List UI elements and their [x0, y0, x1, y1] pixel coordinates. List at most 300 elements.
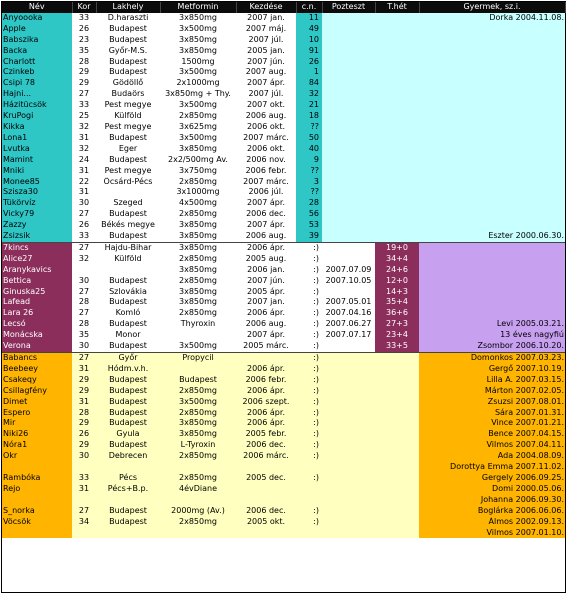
cell-week: 33+5 [375, 341, 419, 352]
table-row[interactable] [2, 155, 565, 166]
header-pos-test[interactable]: Pozteszt [322, 2, 375, 13]
cell-metformin: 3x850mg [160, 13, 236, 24]
table-row[interactable] [2, 166, 565, 177]
cell-start: 2006 ápr. [236, 386, 296, 397]
table-row[interactable] [2, 297, 565, 308]
cell-pos-test [322, 89, 375, 100]
cell-age: 27 [72, 209, 96, 220]
cell-age: 27 [72, 287, 96, 298]
cell-residence: Budapest [96, 341, 160, 352]
cell-pos-test [322, 144, 375, 155]
cell-metformin: 3x1000mg [160, 187, 236, 198]
cell-age: 27 [72, 506, 96, 517]
table-row[interactable] [2, 209, 565, 220]
cell-name: Bettica [2, 276, 72, 287]
cell-age: 30 [72, 276, 96, 287]
cell-week: 35+4 [375, 297, 419, 308]
cell-start: 2006 aug. [236, 319, 296, 330]
cell-start [236, 528, 296, 539]
table-row[interactable] [2, 111, 565, 122]
cell-start: 2007 jan. [236, 297, 296, 308]
cell-age: 33 [72, 100, 96, 111]
cell-residence: D.haraszti [96, 13, 160, 24]
cell-name: Lafead [2, 297, 72, 308]
cell-age: 27 [72, 308, 96, 319]
table-row[interactable] [2, 265, 565, 276]
cell-pos-test [322, 462, 375, 473]
table-row[interactable] [2, 341, 565, 352]
cell-cycle: 26 [296, 57, 322, 68]
cell-name: Vicky79 [2, 209, 72, 220]
cell-name: Rambóka [2, 473, 72, 484]
cell-metformin: 3x850mg [160, 429, 236, 440]
cell-name: Babancs [2, 353, 72, 364]
cell-residence: Budapest [96, 408, 160, 419]
table-row[interactable] [2, 484, 565, 495]
cell-week [375, 462, 419, 473]
cell-residence: Budapest [96, 440, 160, 451]
cell-start: 2006 febr. [236, 166, 296, 177]
cell-residence: Budapest [96, 418, 160, 429]
cell-metformin [160, 330, 236, 341]
cell-pos-test [322, 397, 375, 408]
cell-start: 2006 jan. [236, 265, 296, 276]
cell-metformin: 3x500mg [160, 24, 236, 35]
cell-start: 2006 ápr. [236, 408, 296, 419]
table-row[interactable] [2, 254, 565, 265]
cell-week [375, 122, 419, 133]
cell-residence [96, 528, 160, 539]
cell-metformin: 4x500mg [160, 198, 236, 209]
cell-week [375, 418, 419, 429]
cell-pos-test [322, 24, 375, 35]
cell-pos-test [322, 451, 375, 462]
cell-pos-test [322, 122, 375, 133]
cell-week [375, 473, 419, 484]
table-row[interactable] [2, 100, 565, 111]
cell-name: Dimet [2, 397, 72, 408]
table-row[interactable] [2, 451, 565, 462]
cell-metformin: 2x1000mg [160, 78, 236, 89]
cell-child: Vilmos 2007.04.11. [419, 440, 565, 451]
cell-metformin [160, 495, 236, 506]
cell-child: Vilmos 2007.01.10. [419, 528, 565, 539]
cell-week [375, 231, 419, 242]
cell-name: Csipi 78 [2, 78, 72, 89]
cell-residence: Budapest [96, 319, 160, 330]
header-age[interactable]: Kor [72, 2, 96, 13]
cell-name: Niki26 [2, 429, 72, 440]
cell-name: Csillagfény [2, 386, 72, 397]
table-row[interactable] [2, 231, 565, 242]
cell-metformin: 3x625mg [160, 122, 236, 133]
cell-start [236, 353, 296, 364]
cell-child: Vince 2007.01.21. [419, 418, 565, 429]
table-row[interactable] [2, 364, 565, 375]
table-row[interactable] [2, 495, 565, 506]
cell-start: 2006 dec. [236, 506, 296, 517]
cell-metformin: 3x850mg [160, 220, 236, 231]
cell-age: 29 [72, 386, 96, 397]
cell-pos-test [322, 473, 375, 484]
cell-start: 2005 márc. [236, 341, 296, 352]
cell-residence: Budapest [96, 276, 160, 287]
table-row[interactable] [2, 35, 565, 46]
cell-metformin: 3x850mg [160, 297, 236, 308]
cell-metformin: 2x850mg [160, 308, 236, 319]
cell-start: 2007 ápr. [236, 198, 296, 209]
table-row[interactable] [2, 386, 565, 397]
cell-week [375, 166, 419, 177]
cell-start: 2007 ápr. [236, 78, 296, 89]
cell-residence: Békés megye [96, 220, 160, 231]
cell-age: 31 [72, 397, 96, 408]
cell-cycle: 11 [296, 13, 322, 24]
table-row[interactable] [2, 89, 565, 100]
cell-name: Apple [2, 24, 72, 35]
cell-cycle: 28 [296, 198, 322, 209]
table-row[interactable] [2, 462, 565, 473]
cell-week [375, 177, 419, 188]
table-row[interactable] [2, 506, 565, 517]
cell-start: 2007 jún. [236, 276, 296, 287]
cell-pos-test [322, 133, 375, 144]
cell-child [419, 198, 565, 209]
cell-metformin: 2x850mg [160, 473, 236, 484]
table-row[interactable] [2, 220, 565, 231]
header-metformin[interactable]: Metformin [160, 2, 236, 13]
cell-metformin: 3x850mg + Thy. [160, 89, 236, 100]
cell-pos-test [322, 386, 375, 397]
cell-child: Sára 2007.01.31. [419, 408, 565, 419]
cell-child [419, 35, 565, 46]
table-row[interactable] [2, 177, 565, 188]
cell-residence: Debrecen [96, 451, 160, 462]
table-row[interactable] [2, 57, 565, 68]
cell-name: Verona [2, 341, 72, 352]
cell-name [2, 528, 72, 539]
cell-age: 25 [72, 111, 96, 122]
cell-week [375, 198, 419, 209]
cell-residence: Budapest [96, 155, 160, 166]
cell-week [375, 46, 419, 57]
cell-child [419, 242, 565, 253]
cell-week [375, 67, 419, 78]
table-row[interactable] [2, 67, 565, 78]
cell-start: 2005 aug. [236, 254, 296, 265]
table-row[interactable] [2, 122, 565, 133]
table-row[interactable] [2, 187, 565, 198]
cell-start: 2005 jan. [236, 46, 296, 57]
cell-child [419, 24, 565, 35]
table-row[interactable] [2, 308, 565, 319]
cell-pos-test [322, 506, 375, 517]
cell-cycle: 3 [296, 177, 322, 188]
table-row[interactable] [2, 24, 565, 35]
cell-age: 31 [72, 484, 96, 495]
cell-residence: Budapest [96, 133, 160, 144]
cell-cycle: :) [296, 364, 322, 375]
cell-residence: Győr [96, 353, 160, 364]
cell-metformin: 2x850mg [160, 177, 236, 188]
cell-age: 30 [72, 198, 96, 209]
cell-cycle: :) [296, 319, 322, 330]
cell-age: 30 [72, 451, 96, 462]
table-row[interactable] [2, 397, 565, 408]
cell-age: 33 [72, 13, 96, 24]
cell-start: 2007 jún. [236, 57, 296, 68]
cell-age: 29 [72, 440, 96, 451]
cell-week [375, 187, 419, 198]
cell-name: Beebeey [2, 364, 72, 375]
cell-start [236, 462, 296, 473]
cell-pos-test [322, 242, 375, 253]
cell-metformin: 2000mg (Av.) [160, 506, 236, 517]
cell-cycle: :) [296, 473, 322, 484]
cell-week: 24+6 [375, 265, 419, 276]
cell-metformin: 3x500mg [160, 67, 236, 78]
cell-start: 2006 dec. [236, 440, 296, 451]
cell-cycle: 56 [296, 209, 322, 220]
cell-cycle: :) [296, 254, 322, 265]
cell-start: 2005 febr. [236, 429, 296, 440]
cell-metformin: 2x850mg [160, 408, 236, 419]
cell-child: Bence 2007.04.15. [419, 429, 565, 440]
cell-child [419, 177, 565, 188]
cell-week: 14+3 [375, 287, 419, 298]
cell-cycle: :) [296, 330, 322, 341]
cell-week [375, 528, 419, 539]
cell-residence: Gyula [96, 429, 160, 440]
cell-age: 29 [72, 78, 96, 89]
table-row[interactable] [2, 418, 565, 429]
cell-name: Vöcsök [2, 517, 72, 528]
cell-name [2, 495, 72, 506]
cell-name: Czinkeb [2, 67, 72, 78]
cell-name: Alice27 [2, 254, 72, 265]
table-row[interactable] [2, 440, 565, 451]
cell-cycle: 32 [296, 89, 322, 100]
cell-child: Domi 2000.05.06. [419, 484, 565, 495]
cell-name: Tükörvíz [2, 198, 72, 209]
cell-week [375, 517, 419, 528]
cell-residence: Öcsárd-Pécs [96, 177, 160, 188]
cell-name: Lecsó [2, 319, 72, 330]
cell-age: 28 [72, 319, 96, 330]
cell-start: 2007 ápr. [236, 220, 296, 231]
cell-residence [96, 462, 160, 473]
table-row[interactable] [2, 408, 565, 419]
cell-cycle: :) [296, 297, 322, 308]
cell-residence: Budapest [96, 35, 160, 46]
cell-child [419, 78, 565, 89]
cell-residence: Szeged [96, 198, 160, 209]
cell-child [419, 297, 565, 308]
cell-residence: Budapest [96, 67, 160, 78]
cell-week: 23+4 [375, 330, 419, 341]
header-start[interactable]: Kezdése [236, 2, 296, 13]
header-name[interactable]: Név [2, 2, 72, 13]
cell-week [375, 111, 419, 122]
cell-child [419, 89, 565, 100]
cell-start: 2007 ápr. [236, 330, 296, 341]
cell-child: Dorka 2004.11.08. [419, 13, 565, 24]
cell-metformin: 3x500mg [160, 341, 236, 352]
cell-child [419, 122, 565, 133]
cell-cycle: 18 [296, 111, 322, 122]
cell-metformin: 3x850mg [160, 144, 236, 155]
cell-child: Dorottya Emma 2007.11.02. [419, 462, 565, 473]
cell-age: 32 [72, 254, 96, 265]
cell-name: Mir [2, 418, 72, 429]
header-week[interactable]: T.hét [375, 2, 419, 13]
cell-name: Mamint [2, 155, 72, 166]
cell-residence: Külföld [96, 111, 160, 122]
cell-residence [96, 495, 160, 506]
cell-pos-test [322, 155, 375, 166]
table-row[interactable] [2, 242, 565, 253]
cell-child [419, 144, 565, 155]
table-row[interactable] [2, 319, 565, 330]
cell-age: 28 [72, 297, 96, 308]
cell-start: 2007 júl. [236, 89, 296, 100]
cell-pos-test [322, 517, 375, 528]
cell-child [419, 133, 565, 144]
cell-cycle: :) [296, 341, 322, 352]
cell-residence: Budapest [96, 231, 160, 242]
cell-cycle: :) [296, 418, 322, 429]
cell-pos-test [322, 198, 375, 209]
cell-age: 27 [72, 353, 96, 364]
cell-metformin [160, 364, 236, 375]
table-row[interactable] [2, 276, 565, 287]
cell-pos-test [322, 46, 375, 57]
cell-start [236, 495, 296, 506]
table-row[interactable] [2, 133, 565, 144]
table-row[interactable] [2, 473, 565, 484]
cell-age: 32 [72, 144, 96, 155]
table-row[interactable] [2, 13, 565, 24]
cell-week [375, 100, 419, 111]
table-row[interactable] [2, 287, 565, 298]
cell-child: Álmos 2002.09.13. [419, 517, 565, 528]
cell-age: 35 [72, 46, 96, 57]
cell-residence: Hajdu-Bihar [96, 242, 160, 253]
cell-week [375, 155, 419, 166]
cell-week [375, 353, 419, 364]
cell-week [375, 13, 419, 24]
cell-name: Okr [2, 451, 72, 462]
cell-cycle: 49 [296, 24, 322, 35]
cell-week [375, 484, 419, 495]
cell-metformin: 3x850mg [160, 287, 236, 298]
cell-child [419, 287, 565, 298]
cell-pos-test [322, 78, 375, 89]
cell-pos-test [322, 495, 375, 506]
cell-child [419, 67, 565, 78]
cell-child: Levi 2005.03.21. [419, 319, 565, 330]
table-row[interactable] [2, 517, 565, 528]
cell-week [375, 24, 419, 35]
cell-metformin: Propycil [160, 353, 236, 364]
cell-name: Backa [2, 46, 72, 57]
cell-cycle: :) [296, 353, 322, 364]
cell-start: 2007 júl. [236, 35, 296, 46]
cell-cycle [296, 495, 322, 506]
cell-age [72, 462, 96, 473]
cell-cycle: 91 [296, 46, 322, 57]
cell-child: Zsombor 2006.10.20. [419, 341, 565, 352]
header-residence[interactable]: Lakhely [96, 2, 160, 13]
cell-residence: Komló [96, 308, 160, 319]
cell-start: 2006 ápr. [236, 418, 296, 429]
table-row[interactable] [2, 78, 565, 89]
cell-pos-test [322, 408, 375, 419]
cell-age: 26 [72, 429, 96, 440]
cell-child: Eszter 2000.06.30. [419, 231, 565, 242]
table-row[interactable] [2, 429, 565, 440]
cell-metformin: 3x850mg [160, 242, 236, 253]
cell-cycle: :) [296, 276, 322, 287]
spreadsheet [1, 1, 566, 593]
cell-age [72, 495, 96, 506]
cell-start: 2006 okt. [236, 122, 296, 133]
cell-metformin: 1500mg [160, 57, 236, 68]
table-row[interactable] [2, 198, 565, 209]
cell-metformin: 3x850mg [160, 265, 236, 276]
cell-metformin: Budapest [160, 375, 236, 386]
table-body [2, 13, 565, 539]
cell-age: 27 [72, 242, 96, 253]
table-row[interactable] [2, 330, 565, 341]
cell-residence: Budaörs [96, 89, 160, 100]
cell-age: 35 [72, 330, 96, 341]
cell-age: 31 [72, 364, 96, 375]
cell-child [419, 187, 565, 198]
cell-week [375, 375, 419, 386]
table-row[interactable] [2, 528, 565, 539]
table-row[interactable] [2, 46, 565, 57]
cell-metformin: 2x850mg [160, 451, 236, 462]
cell-pos-test [322, 166, 375, 177]
cell-start: 2007 okt. [236, 100, 296, 111]
cell-residence: Pest megye [96, 122, 160, 133]
cell-start: 2006 aug. [236, 111, 296, 122]
cell-cycle: 53 [296, 220, 322, 231]
header-cycle[interactable]: c.n. [296, 2, 322, 13]
cell-cycle: ?? [296, 122, 322, 133]
table-row[interactable] [2, 353, 565, 364]
cell-child: Boglárka 2006.06.06. [419, 506, 565, 517]
header-child[interactable]: Gyermek, sz.i. [419, 2, 565, 13]
cell-cycle: :) [296, 408, 322, 419]
cell-residence: Budapest [96, 24, 160, 35]
cell-child [419, 209, 565, 220]
cell-cycle: :) [296, 397, 322, 408]
cell-name: Monácska [2, 330, 72, 341]
cell-child [419, 166, 565, 177]
cell-pos-test [322, 528, 375, 539]
cell-name: Zsizsik [2, 231, 72, 242]
table-row[interactable] [2, 375, 565, 386]
cell-metformin: 2x850mg [160, 209, 236, 220]
cell-pos-test [322, 440, 375, 451]
cell-start: 2006 ápr. [236, 308, 296, 319]
cell-cycle: :) [296, 429, 322, 440]
cell-week [375, 440, 419, 451]
cell-child [419, 220, 565, 231]
table-row[interactable] [2, 144, 565, 155]
